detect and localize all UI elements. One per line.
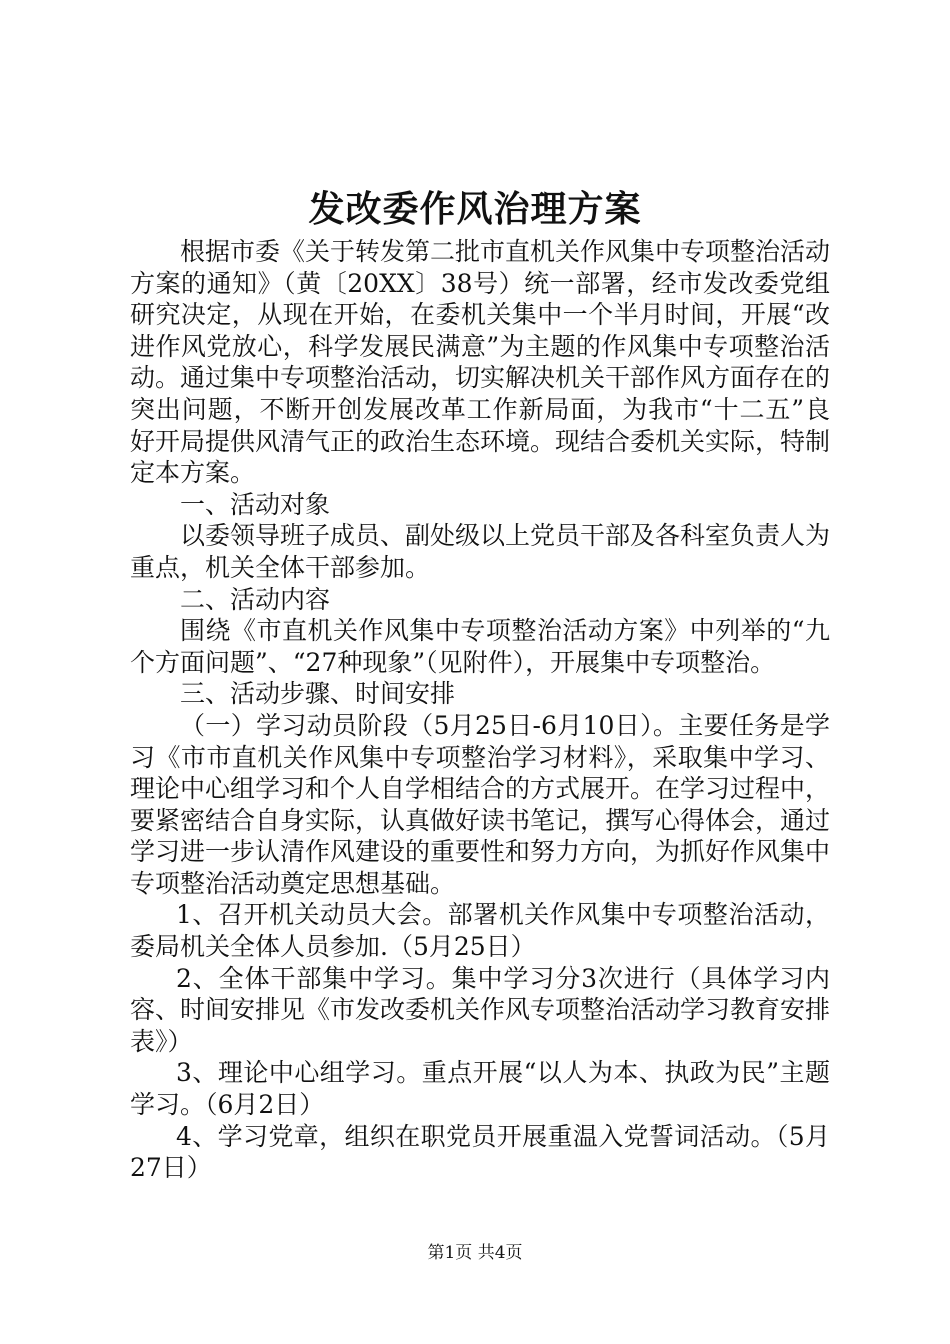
page-footer: 第1页 共4页 xyxy=(427,1243,523,1263)
intro-paragraph: 根据市委《关于转发第二批市直机关作风集中专项整治活动方案的通知》（黄〔20XX〕38号）统一部署，经市发改委党组研究决定，从现在开始，在委机关集中一个半月时间，开展“改进作风党放心，科学发展民满意”为主题的作风集中专项整治活动。通过集中专项整治活动，切实解决机关干部作风方面存在的突出问题，不断开创发展改革工作新局面，为我市“十二五”良好开局提供风清气正的政治生态环境。现结合委机关实际，特制定本方案。 xyxy=(130,237,831,488)
document-title: 发改委作风治理方案 xyxy=(308,188,642,230)
list-item: 2、全体干部集中学习。集中学习分3次进行（具体学习内容、时间安排见《市发改委机关作风专项整治活动学习教育安排表》） xyxy=(130,963,831,1056)
section-paragraph-1: 以委领导班子成员、副处级以上党员干部及各科室负责人为重点，机关全体干部参加。 xyxy=(130,521,831,582)
section-heading-1: 一、活动对象 xyxy=(180,489,331,519)
section-heading-3: 三、活动步骤、时间安排 xyxy=(180,679,456,709)
phase-paragraph: （一）学习动员阶段（5月25日-6月10日）。主要任务是学习《市市直机关作风集中专项整治学习材料》，采取集中学习、理论中心组学习和个人自学相结合的方式展开。在学习过程中，要紧密结合自身实际，认真做好读书笔记，撰写心得体会，通过学习进一步认清作风建设的重要性和努力方向，为抓好作风集中专项整治活动奠定思想基础。 xyxy=(130,710,831,898)
list-item: 3、理论中心组学习。重点开展“以人为本、执政为民”主题学习。（6月2日） xyxy=(130,1058,830,1120)
list-item: 1、召开机关动员大会。部署机关作风集中专项整治活动，委局机关全体人员参加.（5月25日） xyxy=(130,900,830,962)
section-paragraph-2: 围绕《市直机关作风集中专项整治活动方案》中列举的“九个方面问题”、“27种现象”（见附件），开展集中专项整治。 xyxy=(130,616,830,677)
list-item: 4、学习党章，组织在职党员开展重温入党誓词活动。（5月27日） xyxy=(130,1121,830,1183)
section-heading-2: 二、活动内容 xyxy=(180,584,331,614)
document-body xyxy=(130,236,830,1184)
